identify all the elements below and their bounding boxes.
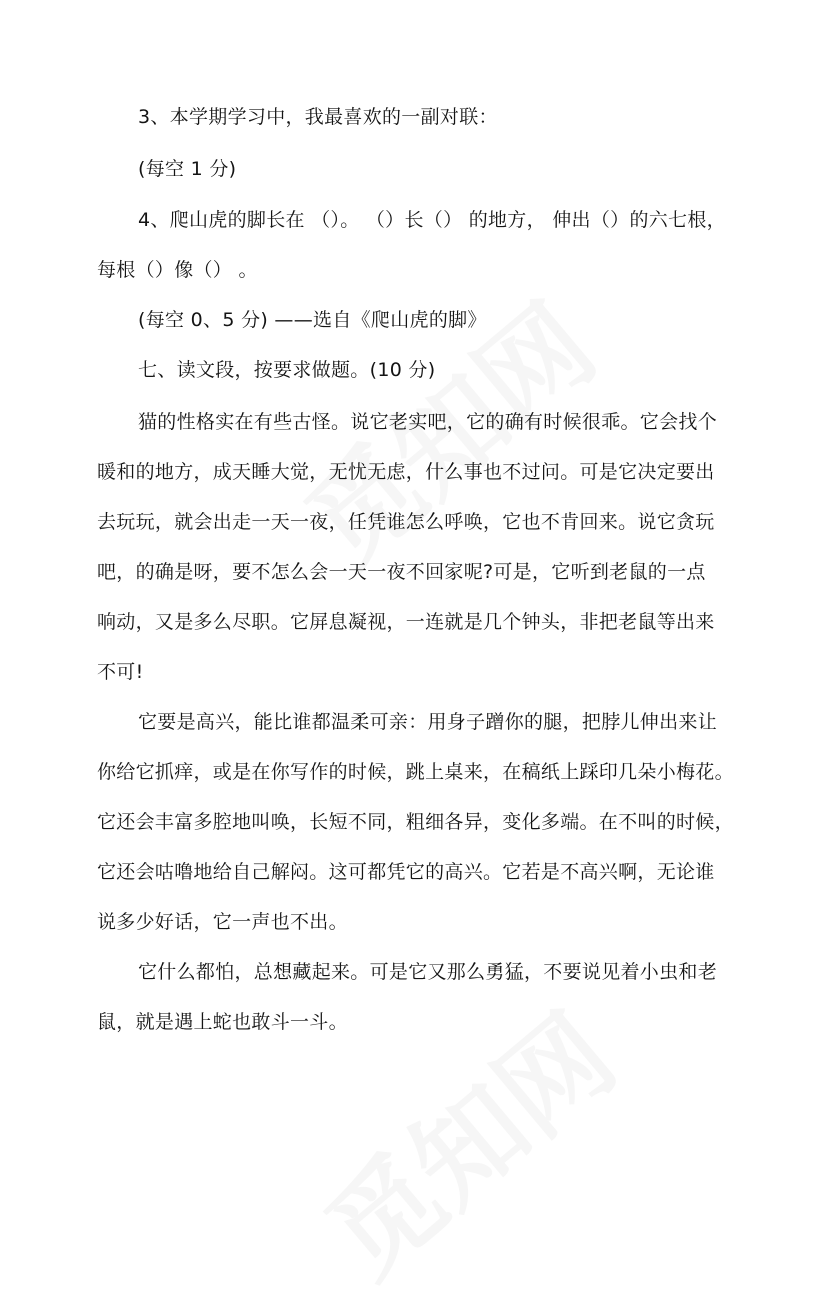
paragraph-2-line: 它还会丰富多腔地叫唤，长短不同，粗细各异，变化多端。在不叫的时候， (97, 811, 734, 833)
paragraph-1-line: 暖和的地方，成天睡大觉，无忧无虑，什么事也不过问。可是它决定要出 (97, 461, 715, 483)
question-4: 4、爬山虎的脚长在 （）。 （）长（） 的地方， 伸出（）的六七根， (138, 209, 726, 231)
paragraph-1-line: 不可! (97, 661, 144, 683)
score-note: (每空 1 分) (138, 158, 237, 180)
paragraph-1-line: 猫的性格实在有些古怪。说它老实吧，它的确有时候很乖。它会找个 (138, 411, 718, 433)
paragraph-3-line: 它什么都怕，总想藏起来。可是它又那么勇猛，不要说见着小虫和老 (138, 961, 718, 983)
section-7-heading: 七、读文段，按要求做题。(10 分) (138, 359, 436, 381)
question-4-cont: 每根（）像（） 。 (97, 259, 258, 281)
paragraph-2-line: 它要是高兴，能比谁都温柔可亲：用身子蹭你的腿，把脖儿伸出来让 (138, 711, 718, 733)
question-3: 3、本学期学习中，我最喜欢的一副对联： (138, 106, 498, 128)
paragraph-2-line: 说多少好话，它一声也不出。 (97, 911, 348, 933)
paragraph-1-line: 去玩玩，就会出走一天一夜，任凭谁怎么呼唤，它也不肯回来。说它贪玩 (97, 511, 715, 533)
paragraph-2-line: 你给它抓痒，或是在你写作的时候，跳上桌来，在稿纸上踩印几朵小梅花。 (97, 761, 734, 783)
paragraph-2-line: 它还会咕噜地给自己解闷。这可都凭它的高兴。它若是不高兴啊，无论谁 (97, 861, 715, 883)
paragraph-1-line: 吧，的确是呀，要不怎么会一天一夜不回家呢?可是，它听到老鼠的一点 (97, 561, 706, 583)
paragraph-1-line: 响动，又是多么尽职。它屏息凝视，一连就是几个钟头，非把老鼠等出来 (97, 611, 715, 633)
score-source-note: (每空 0、5 分) ——选自《爬山虎的脚》 (138, 309, 487, 331)
paragraph-3-line: 鼠，就是遇上蛇也敢斗一斗。 (97, 1011, 348, 1033)
